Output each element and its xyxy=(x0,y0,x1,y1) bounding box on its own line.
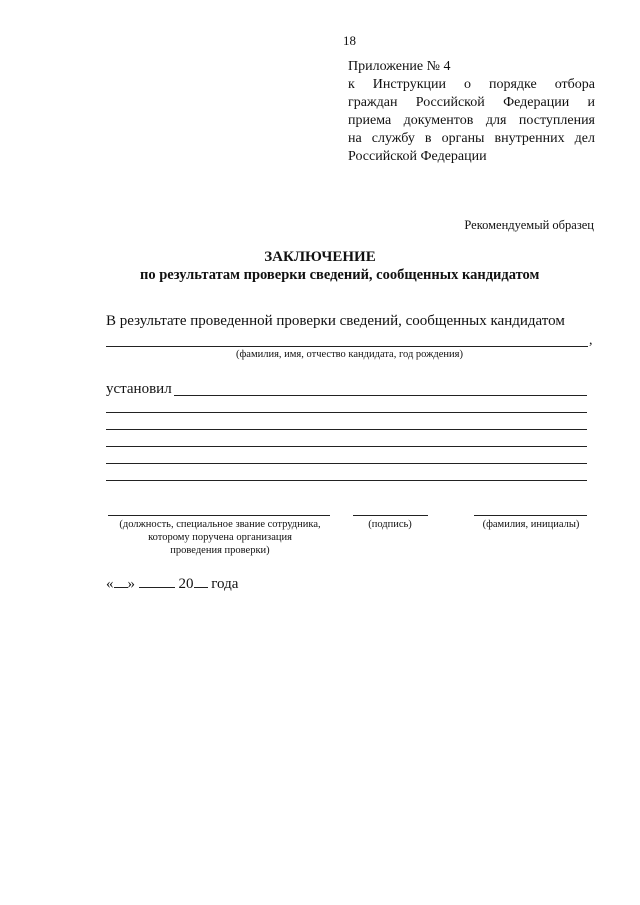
intro-comma: , xyxy=(589,333,593,348)
date-open-quote: « xyxy=(106,576,114,592)
document-subtitle: по результатам проверки сведений, сообщенных кандидатом xyxy=(140,267,540,283)
established-line xyxy=(174,395,587,396)
year-suffix: года xyxy=(211,576,239,592)
text-line xyxy=(106,412,587,413)
text-line xyxy=(106,480,587,481)
appendix-line: граждан Российской Федерации и xyxy=(348,95,595,110)
year-blank xyxy=(194,573,208,588)
date-close-quote: » xyxy=(127,576,135,592)
text-line xyxy=(106,463,587,464)
appendix-title: Приложение № 4 xyxy=(348,59,451,74)
candidate-name-line xyxy=(106,346,588,347)
appendix-block xyxy=(348,58,595,166)
position-line xyxy=(108,515,330,516)
appendix-line: Российской Федерации xyxy=(348,149,487,164)
signature-caption: (подпись) xyxy=(368,519,412,530)
intro-text: В результате проведенной проверки сведений, сообщенных кандидатом xyxy=(106,313,565,329)
appendix-line: к Инструкции о порядке отбора xyxy=(348,77,595,92)
text-line xyxy=(106,446,587,447)
name-line xyxy=(474,515,587,516)
signature-line xyxy=(353,515,428,516)
year-prefix: 20 xyxy=(178,576,194,592)
appendix-line: на службу в органы внутренних дел xyxy=(348,131,595,146)
text-line xyxy=(106,429,587,430)
candidate-caption: (фамилия, имя, отчество кандидата, год рождения) xyxy=(236,349,463,360)
month-blank xyxy=(139,573,175,588)
name-caption: (фамилия, инициалы) xyxy=(482,519,580,530)
date-line xyxy=(106,573,238,593)
recommended-sample-label: Рекомендуемый образец xyxy=(464,218,594,232)
established-label: установил xyxy=(106,381,172,397)
appendix-line: приема документов для поступления xyxy=(348,113,595,128)
document-title: ЗАКЛЮЧЕНИЕ xyxy=(264,249,376,265)
day-blank xyxy=(114,573,128,588)
page-number: 18 xyxy=(343,33,356,48)
position-caption: (должность, специальное звание сотрудника, которому поручена организация проведения проверки) xyxy=(119,519,321,556)
